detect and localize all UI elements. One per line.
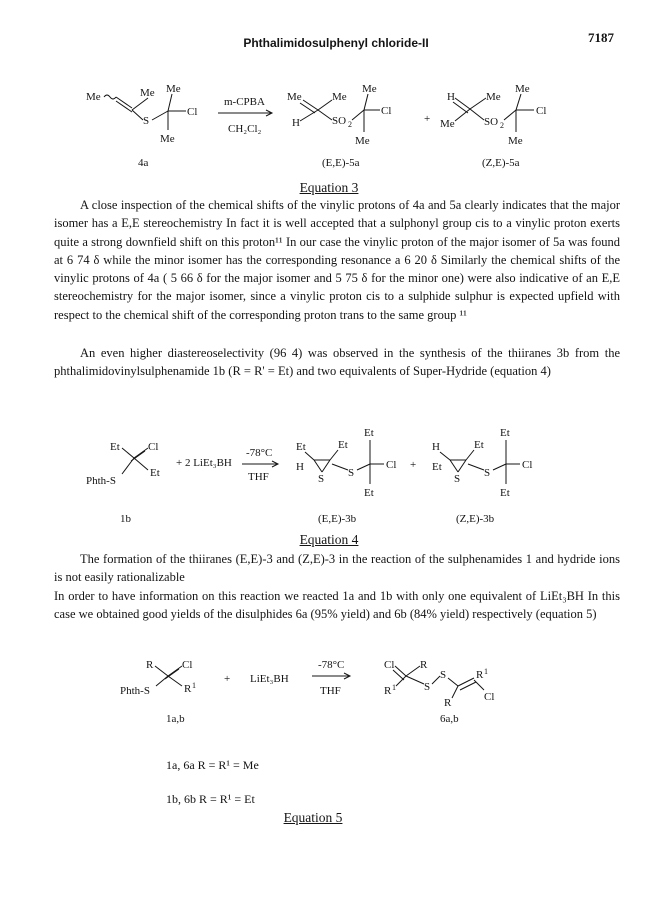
svg-text:Me: Me bbox=[287, 91, 302, 103]
eq5-caption-1ab: 1a,b bbox=[166, 713, 185, 725]
eq3-reagent-top: m-CPBA bbox=[224, 96, 265, 108]
compound-4a-structure bbox=[86, 83, 197, 145]
svg-text:R: R bbox=[384, 685, 392, 697]
compound-EE-5a-structure bbox=[287, 83, 391, 147]
svg-text:SO: SO bbox=[484, 116, 499, 128]
svg-text:S: S bbox=[440, 669, 447, 681]
svg-text:R: R bbox=[420, 659, 428, 671]
eq3-caption-EE-5a: (E,E)-5a bbox=[322, 157, 360, 169]
svg-text:R: R bbox=[184, 683, 192, 695]
svg-text:1: 1 bbox=[484, 667, 488, 676]
eq4-caption-ZE-3b: (Z,E)-3b bbox=[456, 513, 495, 525]
compound-1ab-structure bbox=[120, 659, 196, 697]
svg-text:Et: Et bbox=[296, 441, 306, 453]
svg-text:Et: Et bbox=[150, 467, 160, 479]
svg-text:Me: Me bbox=[515, 83, 530, 95]
svg-text:Et: Et bbox=[500, 487, 510, 499]
svg-text:SO: SO bbox=[332, 115, 347, 127]
svg-text:Et: Et bbox=[364, 487, 374, 499]
paragraph-4: In order to have information on this reaction we reacted 1a and 1b with only one equivalent of LiEt₃BH In this case we obtained good yields of the disulphides 6a (95% yield) and 6b (84% yield) respectively (equation 5) bbox=[54, 589, 620, 622]
compound-ZE-5a-structure bbox=[440, 83, 546, 147]
eq4-reagent: + 2 LiEt₃BH bbox=[176, 457, 232, 469]
eq4-conditions-bottom: THF bbox=[248, 471, 269, 483]
svg-text:Cl: Cl bbox=[386, 459, 397, 471]
svg-text:Cl: Cl bbox=[522, 459, 533, 471]
svg-text:S: S bbox=[454, 473, 461, 485]
svg-text:Me: Me bbox=[440, 118, 455, 130]
paragraph-2: An even higher diastereoselectivity (96 4) was observed in the synthesis of the thiiranes 3b from the phthalimidovinylsulphenamide 1b (R = R' = Et) and two equivalents of Super-Hydride (equation 4) bbox=[54, 346, 620, 379]
svg-text:Cl: Cl bbox=[381, 105, 392, 117]
eq3-plus: + bbox=[424, 113, 431, 125]
svg-text:Cl: Cl bbox=[182, 659, 193, 671]
svg-text:Me: Me bbox=[486, 91, 501, 103]
svg-text:Phth-S: Phth-S bbox=[120, 685, 150, 697]
svg-text:Me: Me bbox=[140, 87, 155, 99]
svg-text:R: R bbox=[146, 659, 154, 671]
equation3-scheme bbox=[0, 80, 672, 180]
svg-text:Et: Et bbox=[500, 427, 510, 439]
paragraph-3: The formation of the thiiranes (E,E)-3 and (Z,E)-3 in the reaction of the sulphenamides 1 and hydride ions is not easily rationalizable bbox=[54, 552, 620, 585]
svg-text:Me: Me bbox=[332, 91, 347, 103]
svg-text:H: H bbox=[292, 117, 300, 129]
svg-text:Cl: Cl bbox=[484, 691, 495, 703]
svg-text:Me: Me bbox=[86, 91, 101, 103]
eq4-caption-1b: 1b bbox=[120, 513, 131, 525]
paragraph-1: A close inspection of the chemical shifts of the vinylic protons of 4a and 5a clearly indicates that the major isomer has a E,E stereochemistry In fact it is well accepted that a sulphonyl group cis to a vinylic proton exerts quite a strong downfield shift on this proton¹¹ In our case the vinylic proton of the major isomer of 5a was found at 6 74 δ while the minor isomer has the corresponding resonance a 6 20 δ Similarly the chemical shifts of the vinylic protons of 4a ( 5 66 δ for the major isomer and 5 75 δ for the minor one) were also indicative of an E,E stereochemistry for the major isomer, since a vinylic proton cis to a sulphide sulphur is expected upfield with respect to the chemical shift of the corresponding proton trans to the same group ¹¹ bbox=[54, 198, 620, 322]
svg-text:Me: Me bbox=[508, 135, 523, 147]
equation5-scheme bbox=[0, 648, 672, 730]
svg-text:Phth-S: Phth-S bbox=[86, 475, 116, 487]
compound-ZE-3b-structure bbox=[432, 427, 532, 499]
equation5-label: Equation 5 bbox=[283, 810, 343, 825]
svg-text:H: H bbox=[447, 91, 455, 103]
svg-text:Me: Me bbox=[362, 83, 377, 95]
equation3-label: Equation 3 bbox=[299, 180, 359, 195]
svg-text:Cl: Cl bbox=[148, 441, 159, 453]
svg-text:Cl: Cl bbox=[384, 659, 395, 671]
svg-text:Et: Et bbox=[364, 427, 374, 439]
svg-text:S: S bbox=[318, 473, 325, 485]
eq4-caption-EE-3b: (E,E)-3b bbox=[318, 513, 357, 525]
compound-EE-3b-structure bbox=[296, 427, 396, 499]
svg-text:Et: Et bbox=[474, 439, 484, 451]
eq5-reagent: LiEt₃BH bbox=[250, 673, 289, 685]
svg-text:S: S bbox=[484, 467, 491, 479]
eq5-definition-a: 1a, 6a R = R¹ = Me bbox=[166, 758, 259, 772]
eq4-plus: + bbox=[410, 459, 417, 471]
equation4-label: Equation 4 bbox=[299, 532, 359, 547]
eq5-plus: + bbox=[224, 673, 231, 685]
eq3-caption-ZE-5a: (Z,E)-5a bbox=[482, 157, 520, 169]
eq5-conditions-top: -78°C bbox=[318, 659, 345, 671]
compound-1b-structure bbox=[86, 441, 160, 487]
svg-text:H: H bbox=[296, 461, 304, 473]
page-number: 7187 bbox=[588, 30, 614, 45]
eq5-conditions-bottom: THF bbox=[320, 685, 341, 697]
svg-text:Cl: Cl bbox=[536, 105, 547, 117]
eq4-conditions-top: -78°C bbox=[246, 447, 273, 459]
svg-text:Et: Et bbox=[432, 461, 442, 473]
svg-text:S: S bbox=[348, 467, 355, 479]
svg-text:S: S bbox=[424, 681, 431, 693]
svg-text:Me: Me bbox=[160, 133, 175, 145]
eq3-reagent-bottom: CH₂Cl₂ bbox=[228, 123, 262, 135]
svg-text:Me: Me bbox=[166, 83, 181, 95]
eq5-caption-6ab: 6a,b bbox=[440, 713, 459, 725]
equation4-scheme bbox=[0, 418, 672, 528]
svg-text:2: 2 bbox=[348, 120, 352, 129]
compound-6ab-structure bbox=[384, 659, 494, 709]
svg-text:Et: Et bbox=[110, 441, 120, 453]
svg-text:Et: Et bbox=[338, 439, 348, 451]
svg-text:R: R bbox=[476, 669, 484, 681]
svg-text:R: R bbox=[444, 697, 452, 709]
svg-text:2: 2 bbox=[500, 121, 504, 130]
svg-text:1: 1 bbox=[392, 683, 396, 692]
svg-text:Cl: Cl bbox=[187, 106, 198, 118]
svg-text:S: S bbox=[143, 115, 150, 127]
eq3-caption-4a: 4a bbox=[138, 157, 149, 169]
running-header: Phthalimidosulphenyl chloride-II bbox=[243, 36, 429, 50]
svg-text:1: 1 bbox=[192, 681, 196, 690]
svg-text:Me: Me bbox=[355, 135, 370, 147]
eq5-definition-b: 1b, 6b R = R¹ = Et bbox=[166, 792, 255, 806]
svg-text:H: H bbox=[432, 441, 440, 453]
